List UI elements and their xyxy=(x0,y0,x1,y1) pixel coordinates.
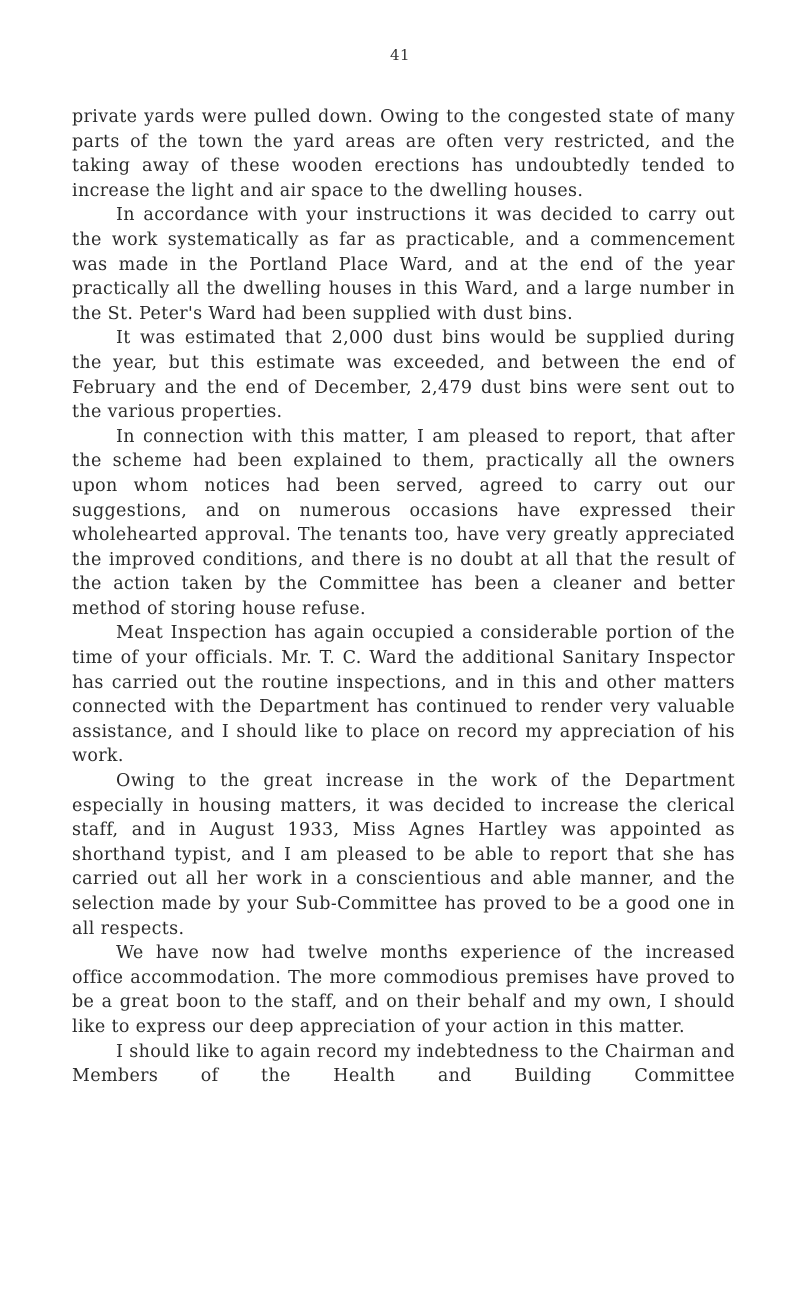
body-text xyxy=(72,105,735,1089)
paragraph-meat-inspection: Meat Inspection has again occupied a considerable portion of the time of your officials. Mr. T. C. Ward the additional Sanitary Inspector has carried out the routine inspections, and in this and other matters connected with the Department has continued to render very valuable assistance, and I should like to place on record my appreciation of his work. xyxy=(72,623,735,767)
paragraph-clerical-staff: Owing to the great increase in the work of the Department especially in housing matters, it was decided to increase the clerical staff, and in August 1933, Miss Agnes Hartley was appointed as shorthand typist, and I am pleased to be able to report that she has carried out all her work in a conscientious and able manner, and the selection made by your Sub-Committee has proved to be a good one in all respects. xyxy=(72,771,735,939)
paragraph-indebtedness: I should like to again record my indebtedness to the Chairman and Members of the Health and Building Committee xyxy=(72,1041,735,1087)
paragraph-yards: private yards were pulled down. Owing to the congested state of many parts of the town the yard areas are often very restricted, and the taking away of these wooden erections has undoubtedly tended to increase the light and air space to the dwelling houses. xyxy=(72,107,735,201)
paragraph-owners-approval: In connection with this matter, I am pleased to report, that after the scheme had been explained to them, practically all the owners upon whom notices had been served, agreed to carry out our suggestions, and on numerous occasions have expressed their wholehearted approval. The tenants too, have very greatly appreciated the improved conditions, and there is no doubt at all that the result of the action taken by the Committee has been a cleaner and better method of storing house refuse. xyxy=(72,426,735,619)
paragraph-instructions: In accordance with your instructions it was decided to carry out the work systematically as far as practicable, and a commencement was made in the Portland Place Ward, and at the end of the year practically all the dwelling houses in this Ward, and a large number in the St. Peter's Ward had been supplied with dust bins. xyxy=(72,205,735,324)
page-number: 41 xyxy=(389,46,411,64)
paragraph-office-accommodation: We have now had twelve months experience of the increased office accommodation. The more commodious premises have proved to be a great boon to the staff, and on their behalf and my own, I should like to express our deep appreciation of your action in this matter. xyxy=(72,943,735,1037)
paragraph-dust-bins-estimate: It was estimated that 2,000 dust bins would be supplied during the year, but this estimate was exceeded, and between the end of February and the end of December, 2,479 dust bins were sent out to the various properties. xyxy=(72,328,735,423)
